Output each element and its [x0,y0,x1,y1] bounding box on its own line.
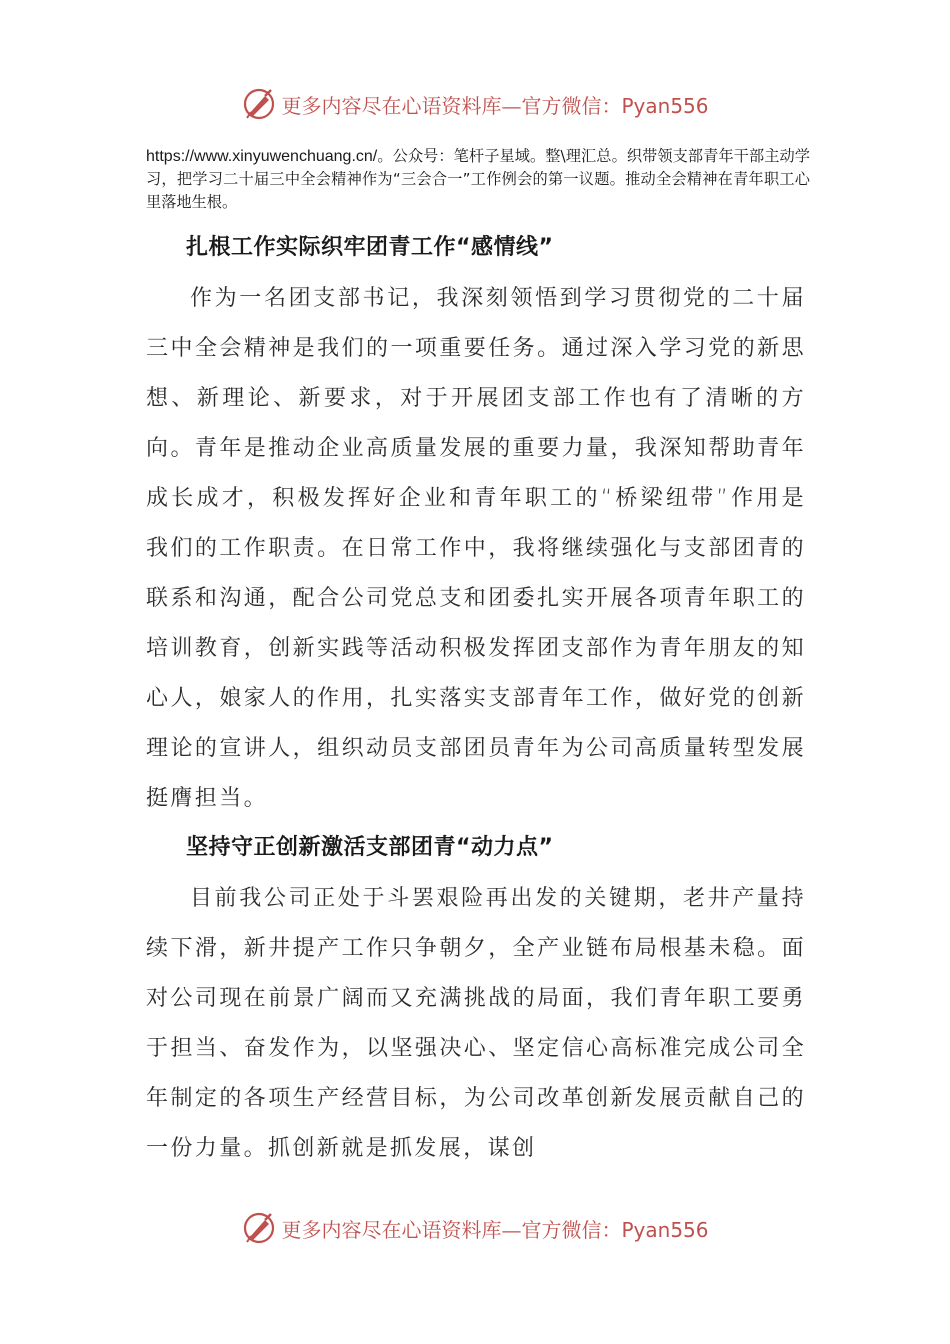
banner-wechat-label: 官方微信： [521,93,622,118]
footer-banner [0,1208,950,1248]
footer-banner-wechat-id: Pyan556 [621,1217,709,1242]
footer-banner-title: 更多内容尽在心语资料库 [281,1217,502,1242]
section-heading-2: 坚持守正创新激活支部团青“动力点” [186,835,554,860]
intro-paragraph [146,145,810,214]
banner-title: 更多内容尽在心语资料库 [281,93,502,118]
footer-banner-wechat-label: 官方微信： [521,1217,622,1242]
section-body-1: 作为一名团支部书记，我深刻领悟到学习贯彻党的二十届三中全会精神是我们的一项重要任务。通过深入学习党的新思想、新理论、新要求，对于开展团支部工作也有了清晰的方向。青年是推动企业高质量发展的重要力量，我深知帮助青年成长成才，积极发挥好企业和青年职工的“桥梁纽带”作用是我们的工作职责。在日常工作中，我将继续强化与支部团青的联系和沟通，配合公司党总支和团委扎实开展各项青年职工的培训教育，创新实践等活动积极发挥团支部作为青年朋友的知心人，娘家人的作用，扎实落实支部青年工作，做好党的创新理论的宣讲人，组织动员支部团员青年为公司高质量转型发展挺膺担当。 [146,286,806,811]
intro-url[interactable]: https://www.xinyuwenchuang.cn/ [146,148,378,165]
section-heading-1: 扎根工作实际织牢团青工作“感情线” [186,235,554,260]
pen-logo-icon [241,1210,277,1246]
section-body-2: 目前我公司正处于斗罢艰险再出发的关键期，老井产量持续下滑，新井提产工作只争朝夕，全产业链布局根基未稳。面对公司现在前景广阔而又充满挑战的局面，我们青年职工要勇于担当、奋发作为，以坚强决心、坚定信心高标准完成公司全年制定的各项生产经营目标，为公司改革创新发展贡献自己的一份力量。抓创新就是抓发展，谋创 [146,886,806,1161]
banner-separator: — [501,93,522,118]
footer-banner-separator: — [501,1217,522,1242]
intro-text: 。公众号：笔杆子星域。整\理汇总。织带领支部青年干部主动学习，把学习二十届三中全会精神作为“三会合一”工作例会的第一议题。推动全会精神在青年职工心里落地生根。 [146,147,810,211]
banner-wechat-id: Pyan556 [621,93,709,118]
header-banner [0,84,950,124]
pen-logo-icon [241,86,277,122]
